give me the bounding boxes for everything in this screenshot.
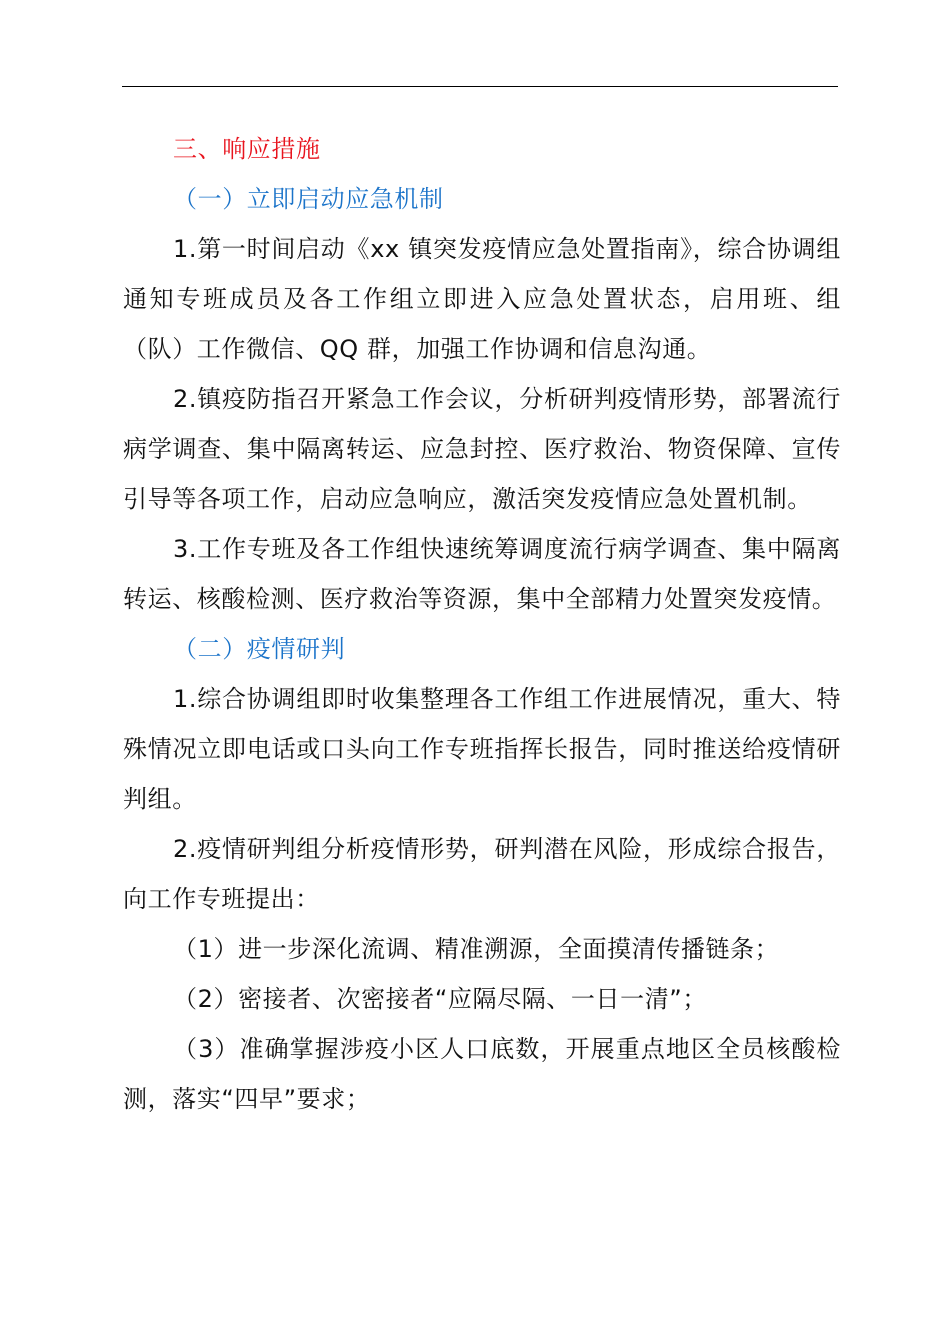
document-body [123, 124, 841, 1124]
paragraph: 2.疫情研判组分析疫情形势，研判潜在风险，形成综合报告，向工作专班提出： [123, 835, 841, 913]
list-item: （1）进一步深化流调、精准溯源，全面摸清传播链条； [173, 935, 780, 963]
subsection-heading-1: （一）立即启动应急机制 [173, 185, 444, 213]
header-rule [122, 86, 838, 87]
paragraph: 1.综合协调组即时收集整理各工作组工作进展情况，重大、特殊情况立即电话或口头向工作专班指挥长报告，同时推送给疫情研判组。 [123, 685, 841, 813]
section-heading: 三、响应措施 [173, 135, 321, 163]
list-item: （3）准确掌握涉疫小区人口底数，开展重点地区全员核酸检测，落实“四早”要求； [123, 1035, 841, 1113]
paragraph: 1.第一时间启动《xx 镇突发疫情应急处置指南》，综合协调组通知专班成员及各工作组立即进入应急处置状态，启用班、组（队）工作微信、QQ 群，加强工作协调和信息沟通。 [123, 235, 841, 363]
subsection-heading-2: （二）疫情研判 [173, 635, 346, 663]
paragraph: 2.镇疫防指召开紧急工作会议，分析研判疫情形势，部署流行病学调查、集中隔离转运、应急封控、医疗救治、物资保障、宣传引导等各项工作，启动应急响应，激活突发疫情应急处置机制。 [123, 385, 841, 513]
paragraph: 3.工作专班及各工作组快速统筹调度流行病学调查、集中隔离转运、核酸检测、医疗救治等资源，集中全部精力处置突发疫情。 [123, 535, 841, 613]
list-item: （2）密接者、次密接者“应隔尽隔、一日一清”； [173, 985, 707, 1013]
